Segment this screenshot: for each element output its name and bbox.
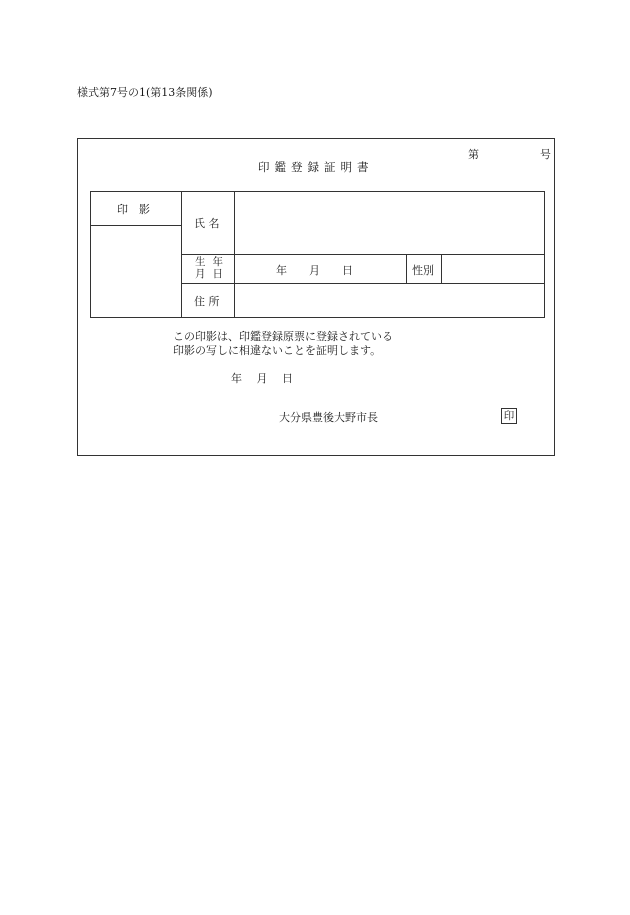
seal-impression-box [91, 226, 181, 317]
certificate-number-prefix: 第 [468, 148, 479, 161]
issue-date: 年 月 日 [231, 372, 293, 385]
certificate-title: 印鑑登録証明書 [258, 160, 374, 174]
sex-field [442, 255, 544, 283]
table-divider [406, 254, 407, 283]
name-field [235, 192, 544, 254]
issuer-name: 大分県豊後大野市長 [279, 411, 378, 424]
birthdate-label-line2: 月日 [195, 268, 230, 280]
sex-label: 性別 [412, 264, 434, 277]
certificate-number-suffix: 号 [540, 148, 551, 161]
certification-statement-line2: 印影の写しに相違ないことを証明します。 [173, 344, 382, 357]
certification-statement-line1: この印影は、印鑑登録原票に登録されている [173, 330, 393, 343]
form-number-label: 様式第7号の1(第13条関係) [77, 86, 213, 99]
seal-certificate-frame [77, 138, 555, 456]
seal-impression-label: 印 影 [117, 203, 150, 216]
official-seal-mark: 印 [501, 408, 517, 424]
name-label: 氏 名 [194, 217, 220, 230]
address-field [235, 284, 544, 317]
birthdate-field: 年 月 日 [276, 264, 353, 277]
birthdate-label-line1: 生年 [195, 256, 230, 268]
birthdate-label [195, 256, 230, 280]
address-label: 住 所 [194, 295, 220, 308]
registration-table [90, 191, 545, 318]
